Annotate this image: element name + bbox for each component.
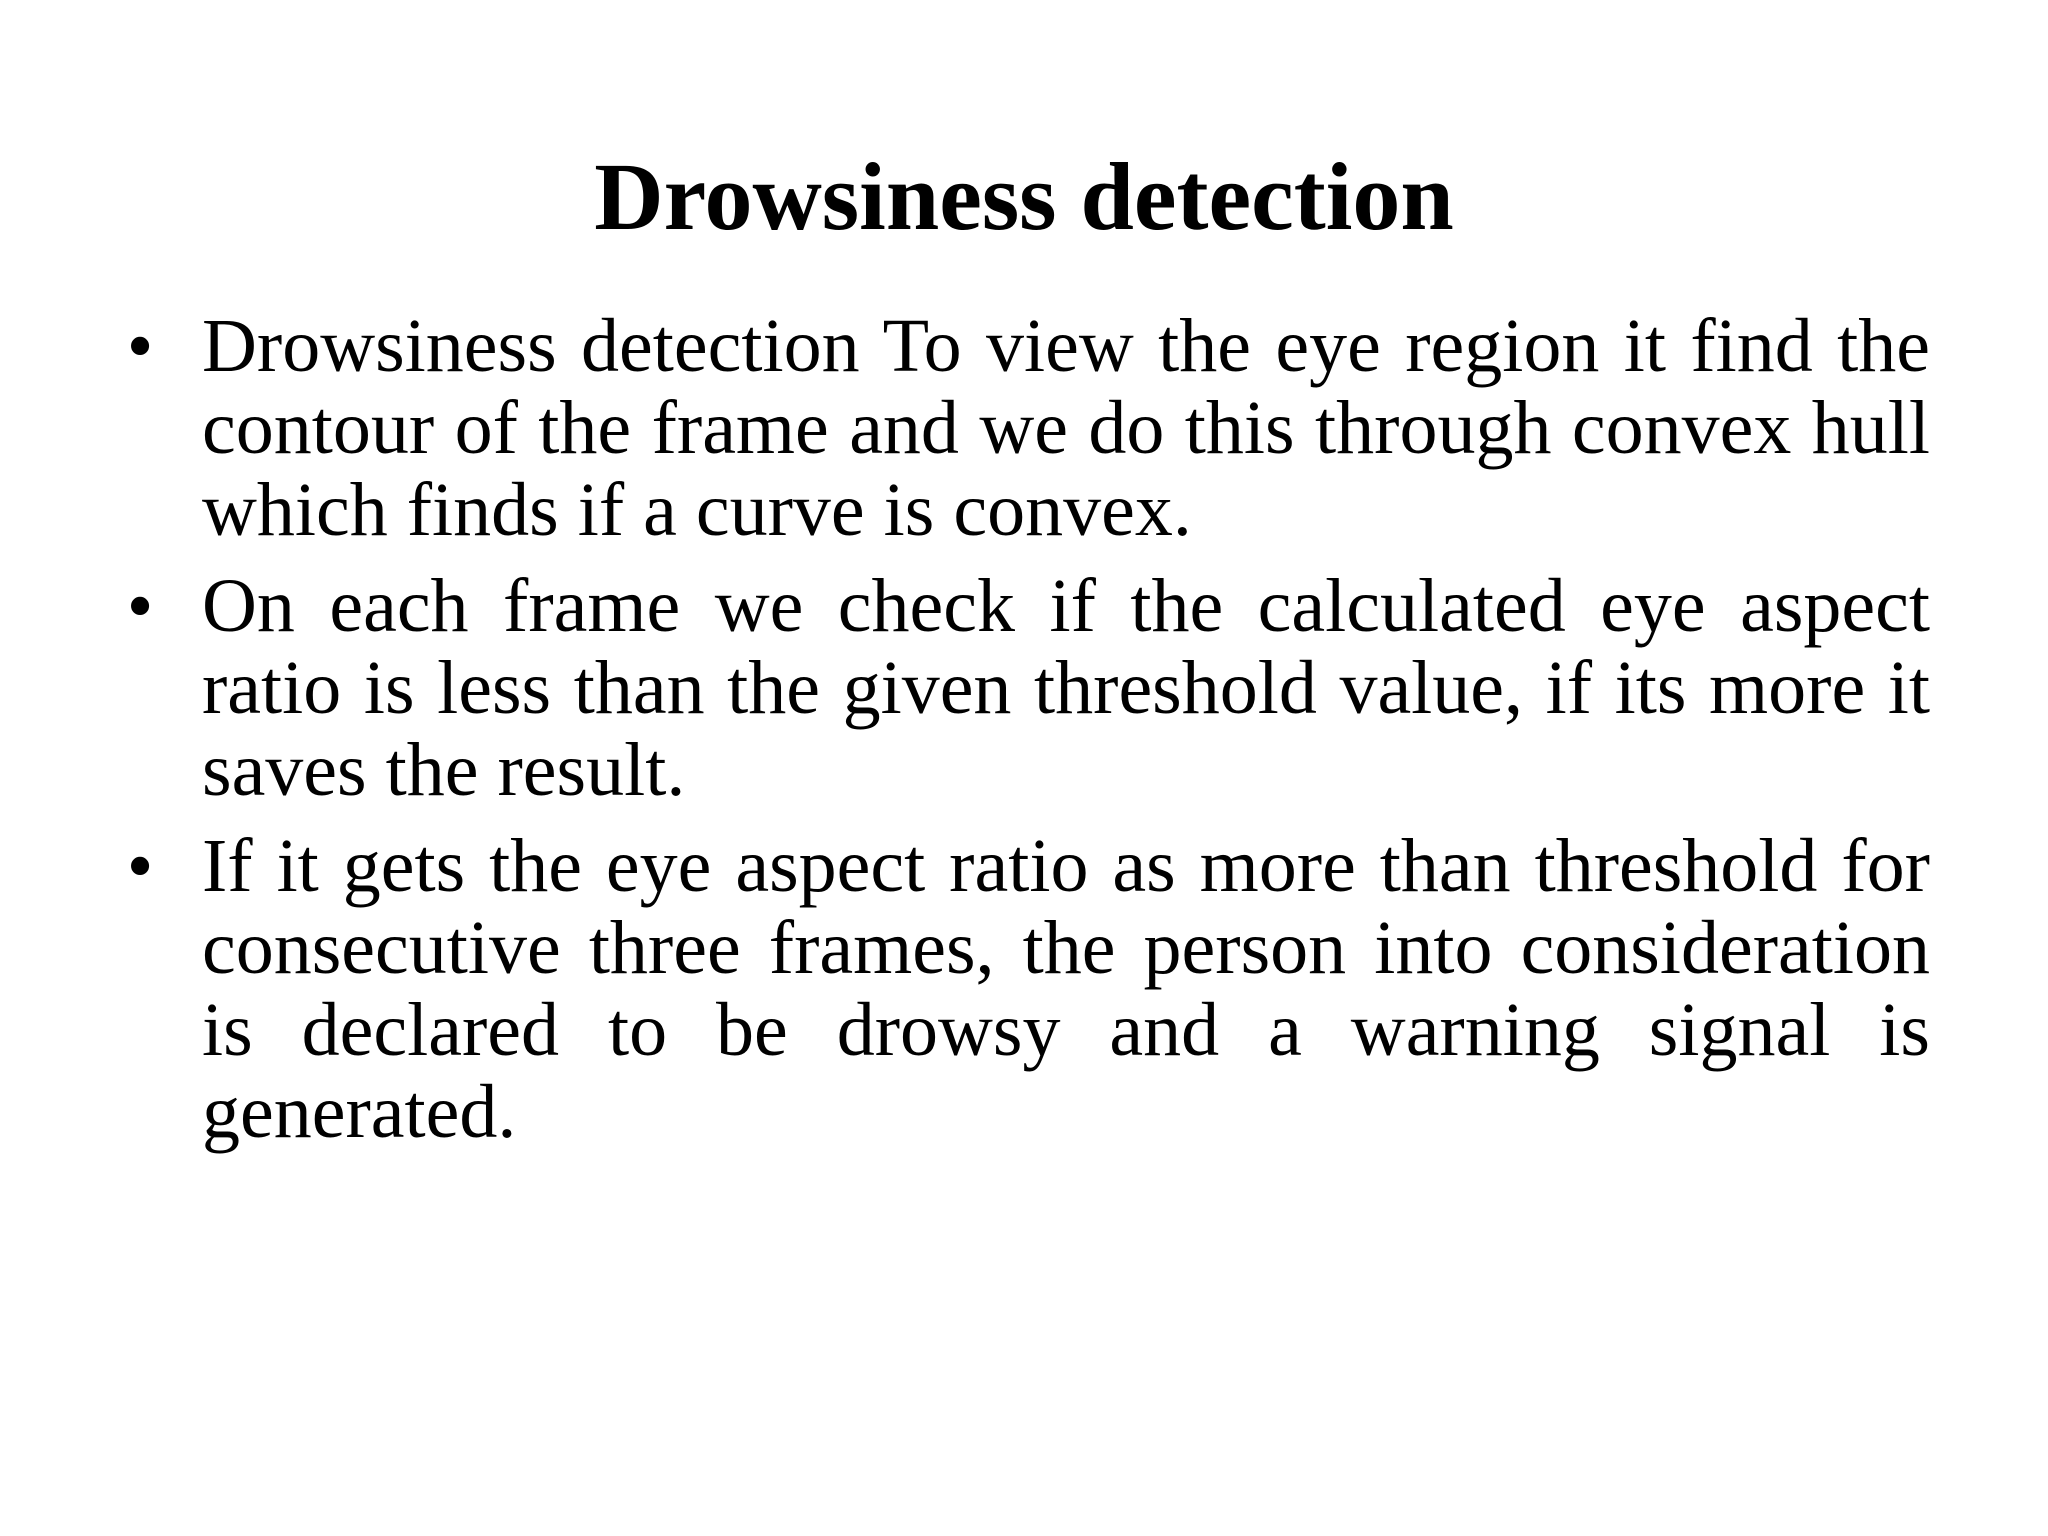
bullet-item <box>120 825 1930 1153</box>
bullet-list <box>120 305 1930 1167</box>
bullet-item <box>120 565 1930 811</box>
bullet-marker: • <box>126 564 154 648</box>
bullet-item <box>120 305 1930 551</box>
bullet-marker: • <box>126 824 154 908</box>
bullet-text: Drowsiness detection To view the eye region it find the contour of the frame and we do this through convex hull which finds if a curve is convex. <box>202 304 1930 552</box>
slide-title: Drowsiness detection <box>594 143 1454 250</box>
bullet-text: On each frame we check if the calculated eye aspect ratio is less than the given threshold value, if its more it saves the result. <box>202 564 1930 812</box>
bullet-text: If it gets the eye aspect ratio as more than threshold for consecutive three frames, the person into consideration is declared to be drowsy and a warning signal is generated. <box>202 824 1930 1154</box>
bullet-marker: • <box>126 304 154 388</box>
